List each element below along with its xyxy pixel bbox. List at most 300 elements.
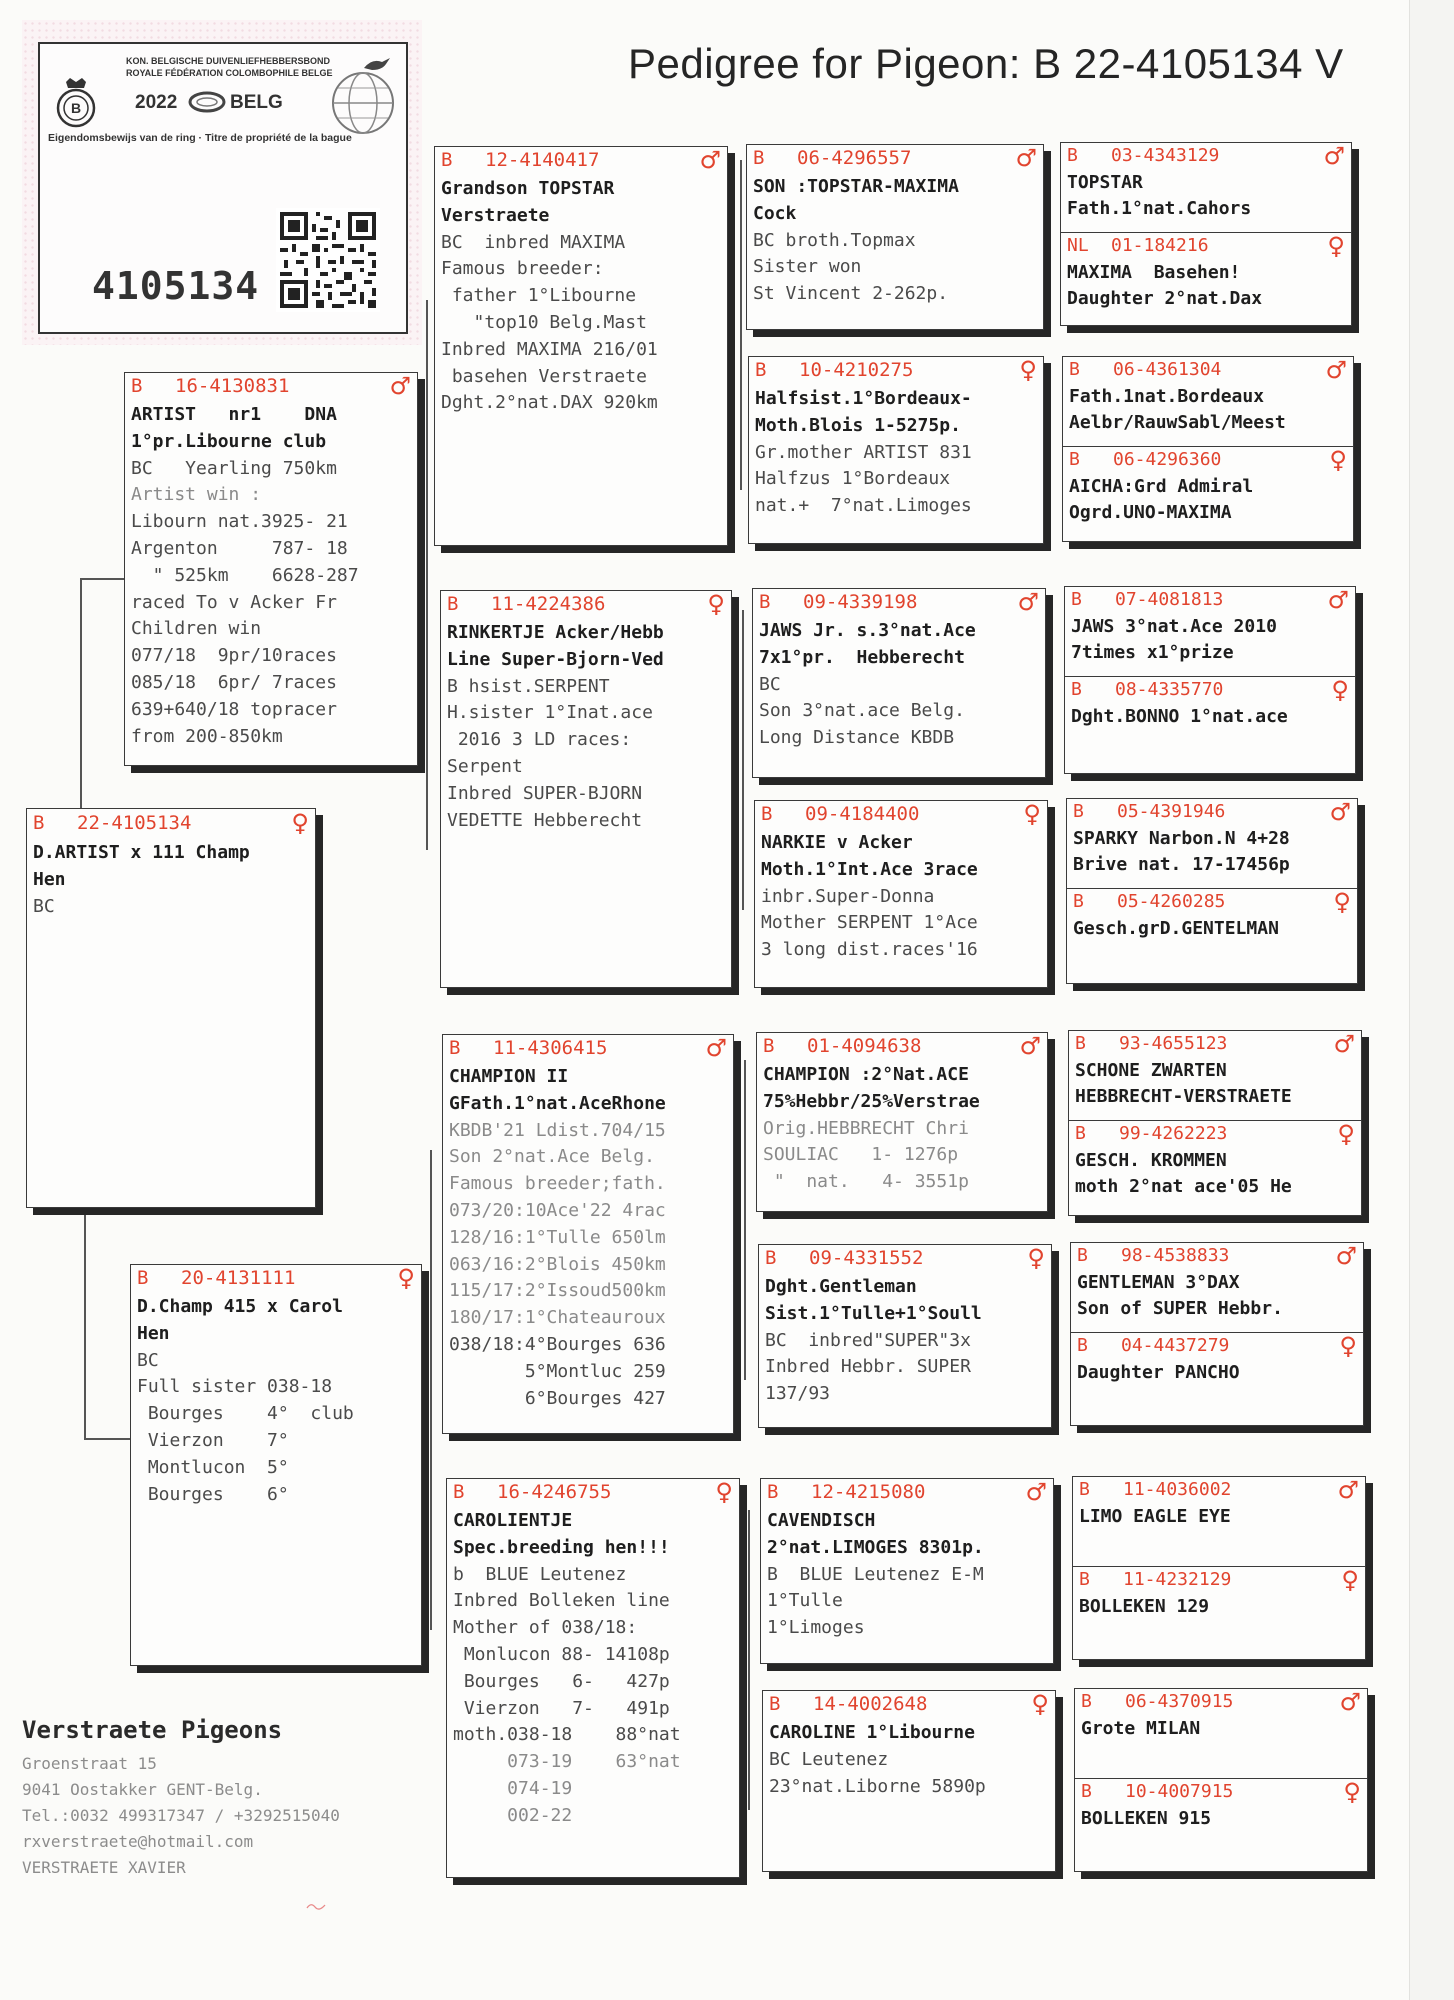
pigeon-header <box>443 1035 733 1061</box>
ring-number: 12-4215080 <box>811 1481 926 1503</box>
country-code: B <box>447 593 459 615</box>
note-line: Son of SUPER Hebbr. <box>1077 1297 1283 1319</box>
note-line: Argenton 787- 18 <box>131 537 348 559</box>
note-line: 128/16:1°Tulle 650lm <box>449 1226 666 1248</box>
note-line: Moth.Blois 1-5275p. <box>755 414 961 436</box>
ring-org-dutch: KON. BELGISCHE DUIVENLIEFHEBBERSBOND <box>126 56 331 66</box>
note-line: Dght.2°nat.DAX 920km <box>441 392 658 414</box>
ancestor-pair-card <box>1072 1476 1366 1660</box>
country-code: B <box>767 1481 779 1503</box>
note-line: 1°Tulle <box>767 1590 843 1612</box>
qr-code-icon <box>276 208 380 312</box>
note-line: Bourges 6° <box>137 1483 289 1505</box>
ring-number: 20-4131111 <box>181 1267 296 1289</box>
note-line: Brive nat. 17-17456p <box>1073 853 1290 875</box>
country-code: B <box>1073 891 1084 912</box>
note-line: AICHA:Grd Admiral <box>1069 476 1254 497</box>
note-line: raced To v Acker Fr <box>131 591 337 613</box>
connector-gen2d-gen3 <box>748 1510 750 1810</box>
male-symbol-icon: ♂ <box>1327 585 1349 614</box>
note-line: 002-22 <box>453 1804 573 1826</box>
note-line: BC inbred MAXIMA <box>441 231 626 253</box>
address-line: Groenstraat 15 <box>22 1754 157 1773</box>
kbdb-logo-icon <box>52 76 100 128</box>
pigeon-header <box>1067 889 1357 914</box>
note-line: Bourges 6- 427p <box>453 1670 670 1692</box>
country-code: B <box>137 1267 149 1289</box>
note-line: Sister won <box>753 256 862 278</box>
great-grandparent-card <box>746 144 1044 330</box>
country-code: B <box>755 359 767 381</box>
note-line: SCHONE ZWARTEN <box>1075 1060 1227 1081</box>
note-line: Hen <box>33 868 66 890</box>
note-line: 077/18 9pr/10races <box>131 645 337 667</box>
pigeon-header <box>125 373 417 399</box>
note-line: St Vincent 2-262p. <box>753 283 949 305</box>
ring-number: 08-4335770 <box>1115 679 1224 700</box>
ring-country: BELG <box>230 92 283 113</box>
country-code: B <box>441 149 453 171</box>
pigeon-notes <box>1073 1502 1365 1566</box>
pigeon-notes <box>1063 472 1353 528</box>
pigeon-notes <box>1069 1056 1361 1120</box>
pigeon-header <box>1073 1477 1365 1502</box>
great-grandparent-card <box>758 1244 1052 1428</box>
male-symbol-icon: ♂ <box>1339 1687 1361 1716</box>
male-symbol-icon: ♂ <box>699 146 721 174</box>
note-line: Grandson TOPSTAR <box>441 178 615 199</box>
pigeon-notes <box>1069 1146 1361 1202</box>
pigeon-notes <box>1067 824 1357 888</box>
note-line: Artist win : <box>131 484 262 506</box>
female-symbol-icon: ♀ <box>1343 1777 1361 1806</box>
female-symbol-icon: ♀ <box>1329 445 1347 474</box>
ring-number: 07-4081813 <box>1115 589 1224 610</box>
pigeon-notes <box>763 1717 1055 1803</box>
grandparent-card <box>446 1478 740 1878</box>
pigeon-notes <box>443 1061 733 1415</box>
country-code: B <box>1081 1781 1092 1802</box>
note-line: GENTLEMAN 3°DAX <box>1077 1272 1240 1293</box>
note-line: BC inbred"SUPER"3x <box>765 1329 971 1351</box>
globe-icon <box>328 68 398 138</box>
female-symbol-icon: ♀ <box>1333 887 1351 916</box>
country-code: B <box>1069 359 1080 380</box>
pigeon-header <box>1065 677 1355 702</box>
pigeon-notes <box>1071 1268 1363 1332</box>
pigeon-notes <box>1063 382 1353 446</box>
country-code: B <box>1071 679 1082 700</box>
pigeon-header <box>749 357 1043 383</box>
male-symbol-icon: ♂ <box>389 372 411 400</box>
note-line: Daughter PANCHO <box>1077 1362 1240 1383</box>
ancestor-pair-card <box>1068 1030 1362 1216</box>
note-line: Daughter 2°nat.Dax <box>1067 287 1263 309</box>
connector-subject-sire <box>80 578 82 818</box>
pigeon-header <box>1073 1567 1365 1592</box>
note-line: 115/17:2°Issoud500km <box>449 1280 666 1302</box>
pigeon-notes <box>435 173 727 420</box>
note-line: 180/17:1°Chateauroux <box>449 1307 666 1329</box>
note-line: 2°nat.LIMOGES 8301p. <box>767 1536 984 1558</box>
pigeon-notes <box>1061 168 1351 232</box>
country-code: B <box>1077 1335 1088 1356</box>
country-code: B <box>1079 1479 1090 1500</box>
ring-number: 11-4232129 <box>1123 1569 1232 1590</box>
female-symbol-icon: ♀ <box>291 809 309 837</box>
note-line: Vierzon 7- 491p <box>453 1697 670 1719</box>
note-line: Moth.1°Int.Ace 3race <box>761 858 978 880</box>
female-symbol-icon: ♀ <box>1337 1119 1355 1148</box>
note-line: MAXIMA Basehen! <box>1067 262 1241 283</box>
note-line: Fath.1°nat.Cahors <box>1067 197 1252 219</box>
male-symbol-icon: ♂ <box>1337 1475 1359 1504</box>
ring-number: 16-4130831 <box>175 375 290 397</box>
ring-number: 01-184216 <box>1111 235 1209 256</box>
note-line: basehen Verstraete <box>441 365 647 387</box>
pigeon-header <box>1065 587 1355 612</box>
great-grandparent-card <box>760 1478 1054 1664</box>
note-line: Ogrd.UNO-MAXIMA <box>1069 501 1232 523</box>
subject-pigeon-card <box>26 808 316 1208</box>
female-symbol-icon: ♀ <box>1023 800 1041 828</box>
pigeon-header <box>1069 1031 1361 1056</box>
connector-sire-gen2 <box>426 300 428 850</box>
note-line: 074-19 <box>453 1777 573 1799</box>
note-line: Long Distance KBDB <box>759 727 955 749</box>
note-line: Full sister 038-18 <box>137 1376 333 1398</box>
pigeon-header <box>1063 447 1353 472</box>
ring-number: 06-4296557 <box>797 147 912 169</box>
note-line: 073/20:10Ace'22 4rac <box>449 1199 666 1221</box>
pigeon-header <box>27 809 315 837</box>
note-line: Famous breeder;fath. <box>449 1173 666 1195</box>
pigeon-notes <box>747 171 1043 311</box>
note-line: Cock <box>753 202 797 224</box>
female-symbol-icon: ♀ <box>1027 1244 1045 1272</box>
note-line: Libourn nat.3925- 21 <box>131 511 348 533</box>
country-code: B <box>33 812 45 834</box>
note-line: BC Yearling 750km <box>131 457 337 479</box>
note-line: HEBBRECHT-VERSTRAETE <box>1075 1085 1292 1107</box>
note-line: Fath.1nat.Bordeaux <box>1069 386 1265 407</box>
note-line: GFath.1°nat.AceRhone <box>449 1092 666 1114</box>
note-line: RINKERTJE Acker/Hebb <box>447 622 664 643</box>
note-line: B hsist.SERPENT <box>447 675 610 697</box>
ring-org-french: ROYALE FÉDÉRATION COLOMBOPHILE BELGE <box>126 68 333 78</box>
connector-gen2b-gen3 <box>742 610 744 910</box>
note-line: LIMO EAGLE EYE <box>1079 1506 1231 1527</box>
male-symbol-icon: ♂ <box>1333 1029 1355 1058</box>
ring-number: 06-4361304 <box>1113 359 1222 380</box>
note-line: 073-19 63°nat <box>453 1751 681 1773</box>
note-line: 639+640/18 topracer <box>131 698 337 720</box>
ring-year: 2022 <box>135 92 178 113</box>
pigeon-notes <box>125 399 417 753</box>
ancestor-pair-card <box>1060 142 1352 326</box>
male-symbol-icon: ♂ <box>1323 141 1345 170</box>
note-line: SPARKY Narbon.N 4+28 <box>1073 828 1290 849</box>
ring-ownership-card <box>22 20 422 345</box>
note-line: Spec.breeding hen!!! <box>453 1536 670 1558</box>
note-line: JAWS Jr. s.3°nat.Ace <box>759 620 976 641</box>
note-line: Inbred Bolleken line <box>453 1590 670 1612</box>
pigeon-header <box>747 145 1043 171</box>
note-line: SOULIAC 1- 1276p <box>763 1144 959 1166</box>
ring-band-icon <box>188 90 226 114</box>
pigeon-notes <box>755 827 1047 967</box>
male-symbol-icon: ♂ <box>1325 355 1347 384</box>
pigeon-header <box>1061 233 1351 258</box>
female-symbol-icon: ♀ <box>1339 1331 1357 1360</box>
note-line: " nat. 4- 3551p <box>763 1171 969 1193</box>
connector-gen2a-gen3 <box>740 160 742 490</box>
note-line: father 1°Libourne <box>441 285 637 307</box>
female-symbol-icon: ♀ <box>397 1264 415 1292</box>
note-line: 6°Bourges 427 <box>449 1387 666 1409</box>
pigeon-notes <box>441 617 731 837</box>
page-title: Pedigree for Pigeon: B 22-4105134 V <box>628 40 1344 87</box>
note-line: BOLLEKEN 129 <box>1079 1596 1210 1617</box>
ring-number: 99-4262223 <box>1119 1123 1228 1144</box>
grandparent-card <box>434 146 728 546</box>
ring-number: 03-4343129 <box>1111 145 1220 166</box>
country-code: B <box>763 1035 775 1057</box>
note-line: Monlucon 88- 14108p <box>453 1643 670 1665</box>
country-code: B <box>1075 1123 1086 1144</box>
note-line: D.Champ 415 x Carol <box>137 1296 343 1317</box>
connector-gen2c-gen3 <box>744 1060 746 1380</box>
note-line: Mother of 038/18: <box>453 1617 638 1639</box>
pigeon-header <box>1069 1121 1361 1146</box>
connector-subject-dam-h <box>84 1438 130 1440</box>
ring-number: 98-4538833 <box>1121 1245 1230 1266</box>
note-line: Dght.Gentleman <box>765 1276 917 1297</box>
note-line: Line Super-Bjorn-Ved <box>447 648 664 670</box>
country-code: B <box>765 1247 777 1269</box>
ring-number: 05-4260285 <box>1117 891 1226 912</box>
female-symbol-icon: ♀ <box>1019 356 1037 384</box>
ring-number: 10-4210275 <box>799 359 914 381</box>
pigeon-header <box>435 147 727 173</box>
note-line: Son 3°nat.ace Belg. <box>759 700 965 722</box>
country-code: B <box>1081 1691 1092 1712</box>
pigeon-notes <box>749 383 1043 523</box>
country-code: B <box>1079 1569 1090 1590</box>
note-line: Inbred MAXIMA 216/01 <box>441 338 658 360</box>
great-grandparent-card <box>748 356 1044 544</box>
note-line: moth.038-18 88°nat <box>453 1724 681 1746</box>
note-line: Sist.1°Tulle+1°Soull <box>765 1302 982 1324</box>
pigeon-header <box>753 589 1045 615</box>
country-code: B <box>769 1693 781 1715</box>
connector-subject-dam <box>84 1210 86 1440</box>
female-symbol-icon: ♀ <box>1031 1690 1049 1718</box>
note-line: Grote MILAN <box>1081 1718 1201 1739</box>
ring-number: 22-4105134 <box>77 812 192 834</box>
note-line: BC broth.Topmax <box>753 229 916 251</box>
pigeon-notes <box>1065 612 1355 676</box>
ring-number: 06-4370915 <box>1125 1691 1234 1712</box>
great-grandparent-card <box>754 800 1048 988</box>
country-code: B <box>453 1481 465 1503</box>
note-line: 137/93 <box>765 1383 831 1405</box>
ring-number: 11-4306415 <box>493 1037 608 1059</box>
pigeon-notes <box>757 1059 1047 1199</box>
breeder-name: Verstraete Pigeons <box>22 1716 283 1744</box>
pigeon-notes <box>761 1505 1053 1645</box>
note-line: Hen <box>137 1322 170 1344</box>
pigeon-notes <box>1065 702 1355 733</box>
note-line: Inbred SUPER-BJORN <box>447 782 643 804</box>
grandparent-card <box>442 1034 734 1434</box>
note-line: 23°nat.Liborne 5890p <box>769 1775 986 1797</box>
note-line: Mother SERPENT 1°Ace <box>761 912 978 934</box>
note-line: Halfzus 1°Bordeaux <box>755 468 951 490</box>
pigeon-header <box>761 1479 1053 1505</box>
note-line: Son 2°nat.Ace Belg. <box>449 1146 655 1168</box>
note-line: nat.+ 7°nat.Limoges <box>755 495 972 517</box>
pigeon-notes <box>1071 1358 1363 1389</box>
ring-number: 04-4437279 <box>1121 1335 1230 1356</box>
pigeon-notes <box>1073 1592 1365 1623</box>
note-line: H.sister 1°Inat.ace <box>447 702 653 724</box>
female-symbol-icon: ♀ <box>1341 1565 1359 1594</box>
note-line: VEDETTE Hebberecht <box>447 809 643 831</box>
note-line: inbr.Super-Donna <box>761 885 935 907</box>
pigeon-notes <box>131 1291 421 1511</box>
country-code: B <box>1075 1033 1086 1054</box>
ancestor-pair-card <box>1070 1242 1364 1426</box>
country-code: B <box>1069 449 1080 470</box>
note-line: BC <box>759 673 781 695</box>
note-line: 038/18:4°Bourges 636 <box>449 1333 666 1355</box>
note-line: Gr.mother ARTIST 831 <box>755 441 972 463</box>
ring-number: 93-4655123 <box>1119 1033 1228 1054</box>
note-line: 2016 3 LD races: <box>447 729 632 751</box>
svg-text:B: B <box>70 100 82 116</box>
country-code: B <box>753 147 765 169</box>
country-code: B <box>131 375 143 397</box>
note-line: 085/18 6pr/ 7races <box>131 671 337 693</box>
pigeon-header <box>1071 1243 1363 1268</box>
pigeon-header <box>1071 1333 1363 1358</box>
note-line: "top10 Belg.Mast <box>441 311 647 333</box>
pigeon-header <box>757 1033 1047 1059</box>
female-symbol-icon: ♀ <box>1331 675 1349 704</box>
note-line: ARTIST nr1 DNA <box>131 404 337 425</box>
note-line: Gesch.grD.GENTELMAN <box>1073 918 1279 939</box>
male-symbol-icon: ♂ <box>1329 797 1351 826</box>
ring-number: 01-4094638 <box>807 1035 922 1057</box>
note-line: KBDB'21 Ldist.704/15 <box>449 1119 666 1141</box>
country-code: B <box>1071 589 1082 610</box>
pigeon-header <box>1061 143 1351 168</box>
ancestor-pair-card <box>1066 798 1358 984</box>
note-line: 7times x1°prize <box>1071 641 1234 663</box>
connector-dam-gen2 <box>430 1150 432 1630</box>
ring-number: 12-4140417 <box>485 149 600 171</box>
note-line: CAROLINE 1°Libourne <box>769 1722 975 1743</box>
note-line: BC <box>33 895 55 917</box>
pigeon-notes <box>1061 258 1351 314</box>
ring-number: 09-4339198 <box>803 591 918 613</box>
note-line: b BLUE Leutenez <box>453 1563 627 1585</box>
ring-number: 05-4391946 <box>1117 801 1226 822</box>
pigeon-header <box>1067 799 1357 824</box>
note-line: Serpent <box>447 755 523 777</box>
male-symbol-icon: ♂ <box>1017 588 1039 616</box>
note-line: BOLLEKEN 915 <box>1081 1808 1212 1829</box>
ring-number: 14-4002648 <box>813 1693 928 1715</box>
pigeon-header <box>1075 1689 1367 1714</box>
ancestor-pair-card <box>1064 586 1356 774</box>
pigeon-header <box>1063 357 1353 382</box>
ring-number: 4105134 <box>92 264 260 308</box>
pigeon-header <box>447 1479 739 1505</box>
ring-number: 09-4331552 <box>809 1247 924 1269</box>
ring-card-subtitle: Eigendomsbewijs van de ring · Titre de propriété de la bague <box>48 132 352 144</box>
male-symbol-icon: ♂ <box>1335 1241 1357 1270</box>
connector-subject-sire-h <box>80 578 124 580</box>
note-line: NARKIE v Acker <box>761 832 913 853</box>
note-line: 1°pr.Libourne club <box>131 430 327 452</box>
pigeon-notes <box>753 615 1045 755</box>
note-line: " 525km 6628-287 <box>131 564 359 586</box>
female-symbol-icon: ♀ <box>707 590 725 618</box>
note-line: 1°Limoges <box>767 1617 865 1639</box>
ring-card-frame <box>38 42 408 334</box>
country-code: B <box>449 1037 461 1059</box>
pigeon-header <box>131 1265 421 1291</box>
female-symbol-icon: ♀ <box>1327 231 1345 260</box>
note-line: CAVENDISCH <box>767 1510 876 1531</box>
note-line: Halfsist.1°Bordeaux- <box>755 388 972 409</box>
ancestor-pair-card <box>1062 356 1354 542</box>
pen-mark-icon <box>305 1900 327 1912</box>
pigeon-notes <box>447 1505 739 1833</box>
note-line: BC <box>137 1349 159 1371</box>
country-code: B <box>761 803 773 825</box>
note-line: BC Leutenez <box>769 1748 889 1770</box>
note-line: Children win <box>131 618 262 640</box>
dam-card <box>130 1264 422 1666</box>
great-grandparent-card <box>756 1032 1048 1212</box>
note-line: GESCH. KROMMEN <box>1075 1150 1227 1171</box>
note-line: Bourges 4° club <box>137 1403 354 1425</box>
country-code: B <box>759 591 771 613</box>
note-line: Montlucon 5° <box>137 1456 289 1478</box>
female-symbol-icon: ♀ <box>715 1478 733 1506</box>
great-grandparent-card <box>752 588 1046 778</box>
pigeon-header <box>755 801 1047 827</box>
country-code: NL <box>1067 235 1089 256</box>
ring-number: 09-4184400 <box>805 803 920 825</box>
pigeon-notes <box>1075 1804 1367 1835</box>
note-line: 7x1°pr. Hebberecht <box>759 646 965 668</box>
pigeon-notes <box>1075 1714 1367 1778</box>
ring-number: 10-4007915 <box>1125 1781 1234 1802</box>
country-code: B <box>1067 145 1078 166</box>
pigeon-header <box>763 1691 1055 1717</box>
note-line: B BLUE Leutenez E-M <box>767 1563 984 1585</box>
note-line: CHAMPION II <box>449 1066 569 1087</box>
email-line: rxverstraete@hotmail.com <box>22 1832 254 1851</box>
pigeon-notes <box>1067 914 1357 945</box>
country-code: B <box>1073 801 1084 822</box>
note-line: D.ARTIST x 111 Champ <box>33 842 250 863</box>
grandparent-card <box>440 590 732 988</box>
